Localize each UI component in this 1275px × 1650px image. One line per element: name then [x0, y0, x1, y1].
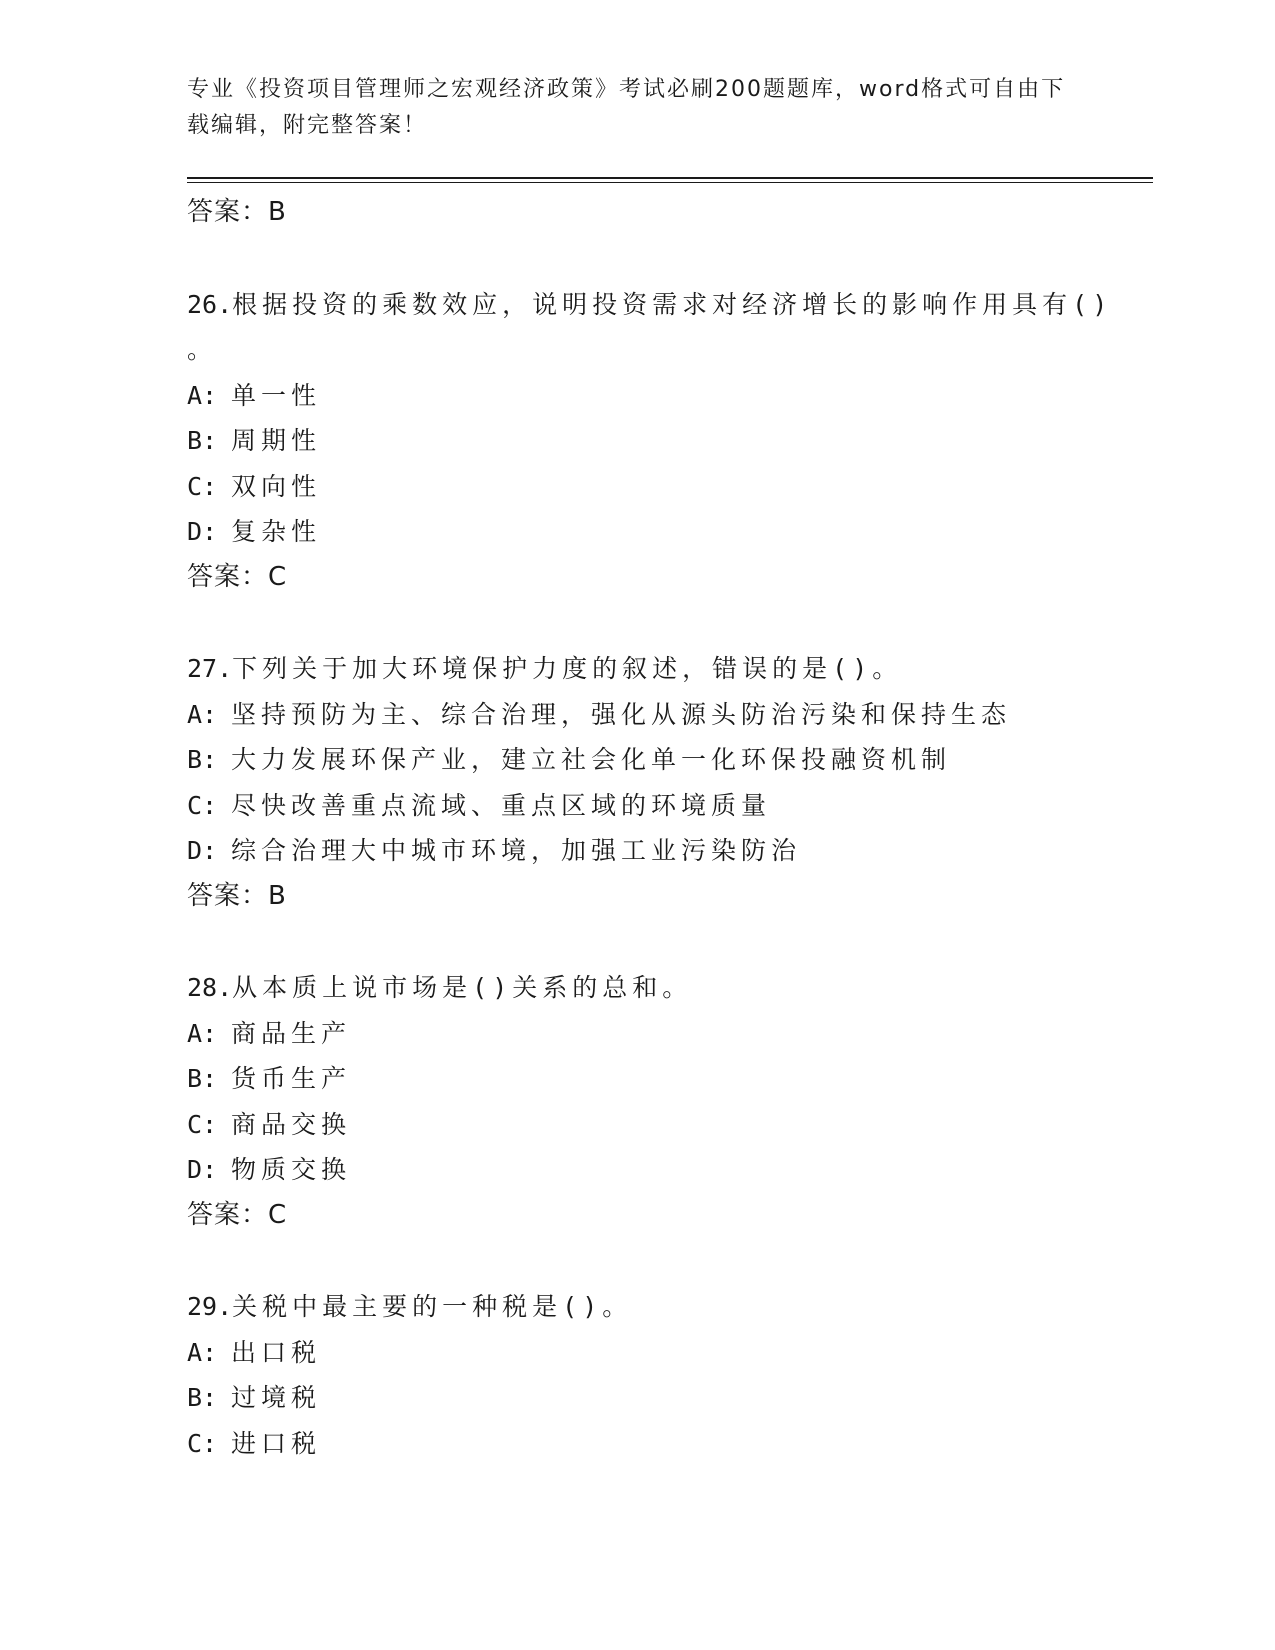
option-a — [187, 1011, 1087, 1057]
question-number: 26. — [187, 289, 233, 319]
answer-line — [187, 1193, 1087, 1239]
option-b — [187, 737, 1087, 783]
option-letter: B: — [187, 426, 218, 455]
option-a — [187, 373, 1087, 419]
question-stem: 从本质上说市场是()关系的总和。 — [232, 973, 693, 1002]
option-text: 大力发展环保产业，建立社会化单一化环保投融资机制 — [231, 745, 952, 774]
question-text — [187, 1284, 1087, 1330]
option-letter: C: — [187, 1109, 218, 1139]
option-text: 商品交换 — [231, 1109, 352, 1139]
question-number: 27. — [187, 654, 233, 683]
option-letter: D: — [187, 1155, 218, 1184]
option-letter: C: — [187, 790, 218, 820]
option-c — [187, 1421, 1087, 1467]
option-letter: C: — [187, 471, 218, 501]
question-text — [187, 646, 1087, 692]
option-text: 综合治理大中城市环境，加强工业污染防治 — [231, 836, 802, 865]
answer-value: C — [268, 561, 288, 592]
option-c — [187, 464, 1087, 510]
option-text: 周期性 — [231, 426, 322, 455]
question-number: 28. — [187, 973, 233, 1002]
question-28 — [187, 965, 1087, 1238]
question-text-continuation: 。 — [187, 335, 213, 364]
option-text: 商品生产 — [231, 1018, 352, 1048]
option-letter: A: — [187, 1337, 218, 1367]
question-26 — [187, 282, 1113, 601]
option-text: 过境税 — [231, 1383, 322, 1412]
question-text — [187, 282, 1113, 328]
option-b — [187, 418, 1087, 464]
answer-line — [187, 190, 1087, 236]
option-letter: A: — [187, 1018, 218, 1048]
answer-line — [187, 555, 1087, 601]
question-content — [187, 190, 1113, 1466]
question-text — [187, 965, 1087, 1011]
option-text: 物质交换 — [231, 1155, 352, 1184]
option-d — [187, 1147, 1087, 1193]
document-header: 专业《投资项目管理师之宏观经济政策》考试必刷200题题库，word格式可自由下载编辑，附完整答案！ — [187, 77, 1066, 138]
question-number: 29. — [187, 1292, 233, 1321]
answer-prefix: 答案： — [187, 880, 269, 911]
answer-value: B — [268, 197, 287, 227]
answer-prefix: 答案： — [187, 197, 269, 227]
option-letter: C: — [187, 1428, 218, 1458]
option-a — [187, 1330, 1087, 1376]
option-text: 尽快改善重点流域、重点区域的环境质量 — [231, 790, 772, 820]
answer-line — [187, 874, 1087, 920]
answer-prefix: 答案： — [187, 561, 269, 592]
option-d — [187, 828, 1087, 874]
option-letter: B: — [187, 745, 218, 774]
question-stem: 根据投资的乘数效应，说明投资需求对经济增长的影响作用具有() — [232, 289, 1113, 319]
answer-value: C — [268, 1199, 288, 1230]
header-rule-thick — [187, 177, 1153, 179]
answer-value: B — [268, 880, 287, 911]
option-text: 货币生产 — [231, 1064, 352, 1093]
option-d — [187, 509, 1087, 555]
question-stem: 关税中最主要的一种税是()。 — [232, 1292, 633, 1321]
option-a — [187, 692, 1087, 738]
option-c — [187, 783, 1087, 829]
option-b — [187, 1056, 1087, 1102]
option-letter: D: — [187, 517, 218, 546]
option-text: 进口税 — [231, 1428, 322, 1458]
option-letter: D: — [187, 836, 218, 865]
option-text: 坚持预防为主、综合治理，强化从源头防治污染和保持生态 — [231, 699, 1012, 729]
option-letter: B: — [187, 1064, 218, 1093]
header-rule-thin — [187, 182, 1153, 183]
option-text: 单一性 — [231, 380, 322, 410]
option-text: 出口税 — [231, 1337, 322, 1367]
option-letter: A: — [187, 380, 218, 410]
question-27 — [187, 646, 1087, 919]
option-c — [187, 1102, 1087, 1148]
answer-prefix: 答案： — [187, 1199, 269, 1230]
option-letter: B: — [187, 1383, 218, 1412]
question-stem: 下列关于加大环境保护力度的叙述，错误的是()。 — [232, 654, 903, 683]
option-text: 复杂性 — [231, 517, 322, 546]
option-b — [187, 1375, 1087, 1421]
option-text: 双向性 — [231, 471, 322, 501]
option-letter: A: — [187, 699, 218, 729]
question-29 — [187, 1284, 1087, 1466]
